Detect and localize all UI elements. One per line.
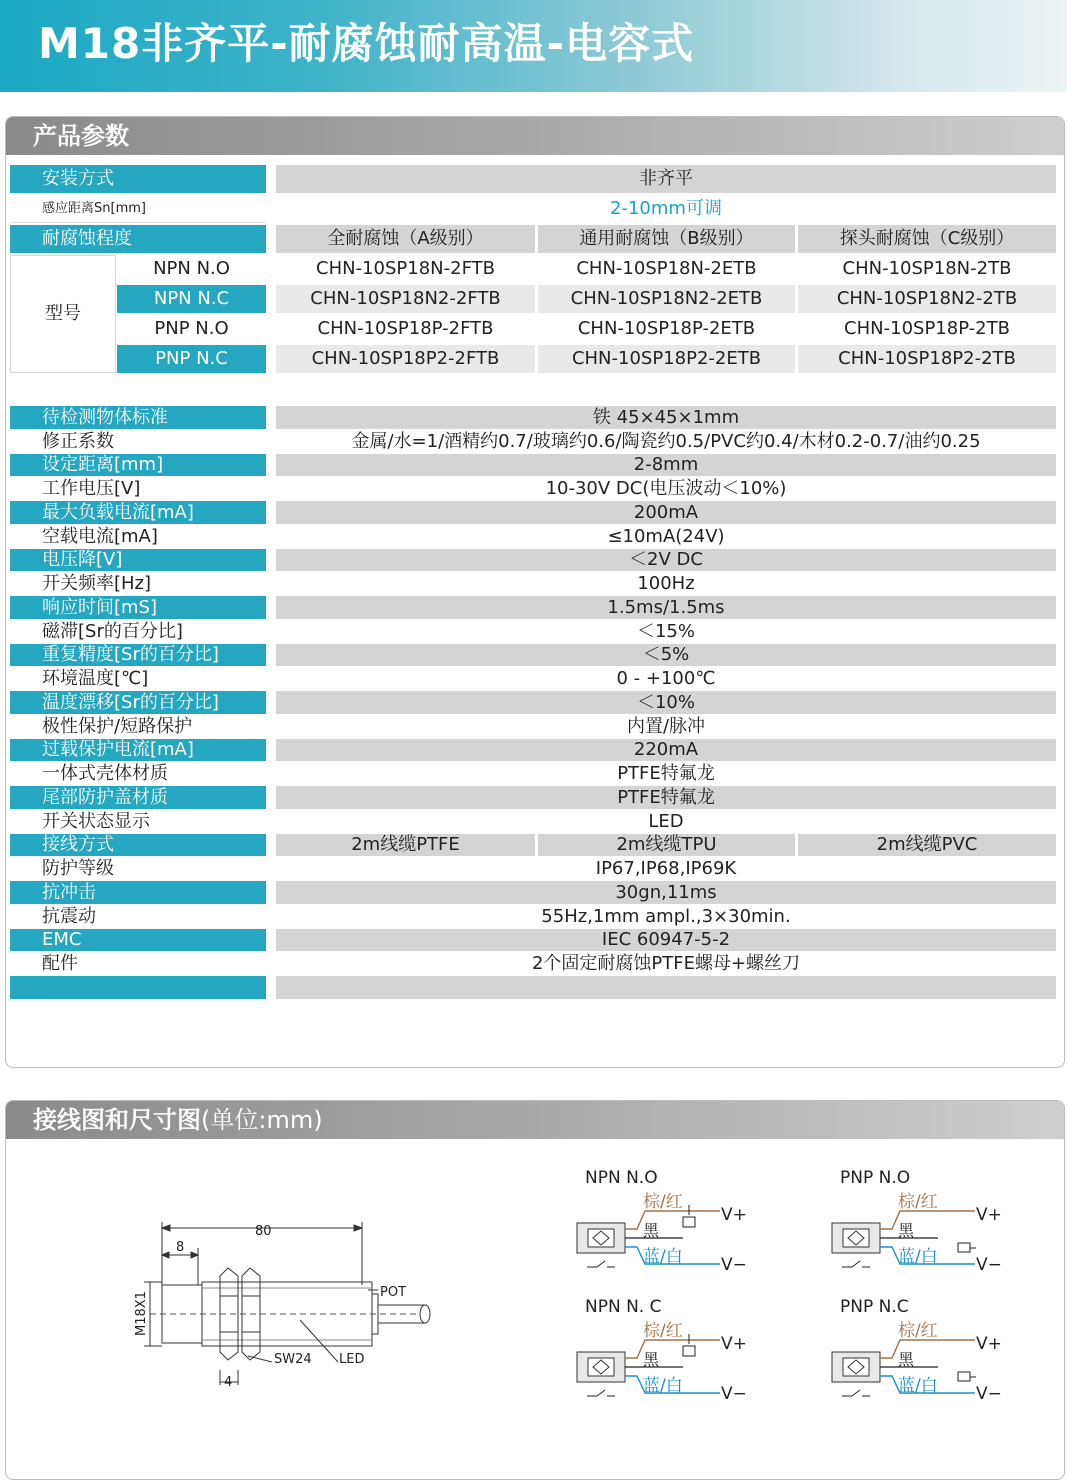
model-c: CHN-10SP18N2-2TB <box>798 285 1056 313</box>
dim-led: LED <box>339 1352 365 1367</box>
header-banner <box>0 0 1067 92</box>
spec-value: 金属/水=1/酒精约0.7/玻璃约0.6/陶瓷约0.5/PVC约0.4/木材0.2-0.7/油约0.25 <box>276 430 1056 453</box>
spec-label: 抗冲击 <box>10 881 266 904</box>
wiring-diagram <box>830 1292 1040 1407</box>
spec-value: 2-8mm <box>276 454 1056 476</box>
spec-value: 30gn,11ms <box>276 881 1056 904</box>
spec-label: 待检测物体标准 <box>10 406 266 429</box>
wiring-title: NPN N.O <box>585 1168 658 1188</box>
spec-value: PTFE特氟龙 <box>276 762 1056 785</box>
model-c: CHN-10SP18N-2TB <box>798 255 1056 283</box>
wire-brown-label: 棕/红 <box>898 1321 938 1341</box>
dim-nut-thickness: 4 <box>224 1375 233 1390</box>
spec-value: 220mA <box>276 739 1056 761</box>
vplus-label: V+ <box>721 1205 747 1225</box>
spec-value: 2个固定耐腐蚀PTFE螺母+螺丝刀 <box>276 952 1056 975</box>
corrosion-level-a: 全耐腐蚀（A级别） <box>276 225 535 253</box>
dim-nut: SW24 <box>274 1352 312 1367</box>
model-a: CHN-10SP18P-2FTB <box>276 315 535 343</box>
corrosion-label: 耐腐蚀程度 <box>10 225 266 253</box>
model-b: CHN-10SP18N-2ETB <box>538 255 795 283</box>
model-b: CHN-10SP18P2-2ETB <box>538 345 795 373</box>
wiring-diagram <box>830 1163 1040 1278</box>
model-type-pnp-nc: PNP N.C <box>117 345 266 373</box>
wiring-title: 接线图和尺寸图(单位:mm) <box>33 1106 323 1134</box>
wire-black-label: 黑 <box>643 1350 660 1369</box>
range-label: 感应距离Sn[mm] <box>10 195 266 223</box>
spec-label: 一体式壳体材质 <box>10 762 266 785</box>
spec-label: 过载保护电流[mA] <box>10 739 266 761</box>
spec-label <box>10 976 266 999</box>
vplus-label: V+ <box>976 1334 1002 1354</box>
model-c: CHN-10SP18P-2TB <box>798 315 1056 343</box>
wire-black-label: 黑 <box>898 1350 915 1369</box>
corrosion-level-b: 通用耐腐蚀（B级别） <box>538 225 795 253</box>
wiring-unit: (单位:mm) <box>201 1106 323 1134</box>
wiring-title: PNP N.C <box>840 1297 909 1317</box>
arrow-icon <box>162 1225 170 1231</box>
product-params-title: 产品参数 <box>33 122 129 150</box>
spec-label: 接线方式 <box>10 834 266 856</box>
spec-value <box>276 976 1056 999</box>
wiring-title: NPN N. C <box>585 1297 662 1317</box>
dim-pot: POT <box>380 1285 407 1300</box>
model-a: CHN-10SP18P2-2FTB <box>276 345 535 373</box>
product-params-header <box>6 117 1064 155</box>
mount-label: 安装方式 <box>10 165 266 193</box>
spec-label: 空载电流[mA] <box>10 525 266 548</box>
spec-label: 最大负载电流[mA] <box>10 501 266 524</box>
spec-value: 55Hz,1mm ampl.,3×30min. <box>276 905 1056 928</box>
wiring-title: PNP N.O <box>840 1168 911 1188</box>
model-type-pnp-no: PNP N.O <box>117 315 266 343</box>
spec-value: 铁 45×45×1mm <box>276 406 1056 429</box>
wire-brown-label: 棕/红 <box>643 1192 683 1212</box>
wiring-header <box>6 1101 1064 1139</box>
wire-blue-label: 蓝/白 <box>643 1247 683 1267</box>
range-value: 2-10mm可调 <box>276 195 1056 223</box>
spec-label: 重复精度[Sr的百分比] <box>10 644 266 666</box>
spec-label: 开关频率[Hz] <box>10 572 266 595</box>
dim-length: 80 <box>255 1224 272 1239</box>
wire-blue-label: 蓝/白 <box>643 1376 683 1396</box>
spec-label: 修正系数 <box>10 430 266 453</box>
vplus-label: V+ <box>721 1334 747 1354</box>
spec-value: ＜5% <box>276 644 1056 666</box>
spec-value: 2m线缆TPU <box>538 834 795 856</box>
spec-value: 200mA <box>276 501 1056 524</box>
spec-label: 配件 <box>10 952 266 975</box>
dimension-drawing <box>120 1210 450 1400</box>
spec-value: IEC 60947-5-2 <box>276 929 1056 951</box>
wire-brown-label: 棕/红 <box>898 1192 938 1212</box>
spec-value: 10-30V DC(电压波动＜10%) <box>276 477 1056 500</box>
model-b: CHN-10SP18P-2ETB <box>538 315 795 343</box>
model-type-npn-nc: NPN N.C <box>117 285 266 313</box>
spec-label: 尾部防护盖材质 <box>10 786 266 809</box>
spec-value: 0 - +100℃ <box>276 667 1056 690</box>
spec-value: 100Hz <box>276 572 1056 595</box>
vminus-label: V− <box>721 1255 747 1275</box>
wire-brown-label: 棕/红 <box>643 1321 683 1341</box>
spec-value: 内置/脉冲 <box>276 715 1056 738</box>
spec-label: 环境温度[℃] <box>10 667 266 690</box>
spec-label: 防护等级 <box>10 857 266 880</box>
wire-black-label: 黑 <box>898 1221 915 1240</box>
spec-label: 电压降[V] <box>10 549 266 571</box>
spec-label: 温度漂移[Sr的百分比] <box>10 691 266 714</box>
wire-black-label: 黑 <box>643 1221 660 1240</box>
spec-label: 设定距离[mm] <box>10 454 266 476</box>
model-a: CHN-10SP18N2-2FTB <box>276 285 535 313</box>
model-b: CHN-10SP18N2-2ETB <box>538 285 795 313</box>
spec-value: 1.5ms/1.5ms <box>276 596 1056 619</box>
spec-label: 工作电压[V] <box>10 477 266 500</box>
vminus-label: V− <box>976 1255 1002 1275</box>
spec-label: EMC <box>10 929 266 951</box>
model-c: CHN-10SP18P2-2TB <box>798 345 1056 373</box>
spec-value: ≤10mA(24V) <box>276 525 1056 548</box>
wire-blue-label: 蓝/白 <box>898 1376 938 1396</box>
spec-label: 磁滞[Sr的百分比] <box>10 620 266 643</box>
vminus-label: V− <box>976 1384 1002 1404</box>
spec-value: PTFE特氟龙 <box>276 786 1056 809</box>
spec-label: 抗震动 <box>10 905 266 928</box>
vplus-label: V+ <box>976 1205 1002 1225</box>
spec-label: 响应时间[mS] <box>10 596 266 619</box>
mount-value: 非齐平 <box>276 165 1056 193</box>
spec-value: 2m线缆PTFE <box>276 834 535 856</box>
model-label: 型号 <box>10 255 116 373</box>
wiring-diagram <box>575 1163 785 1278</box>
model-a: CHN-10SP18N-2FTB <box>276 255 535 283</box>
spec-value: LED <box>276 810 1056 833</box>
dim-thread: M18X1 <box>134 1291 149 1336</box>
spec-label: 极性保护/短路保护 <box>10 715 266 738</box>
wiring-diagram <box>575 1292 785 1407</box>
spec-value: 2m线缆PVC <box>798 834 1056 856</box>
spec-value: IP67,IP68,IP69K <box>276 857 1056 880</box>
spec-value: ＜2V DC <box>276 549 1056 571</box>
spec-label: 开关状态显示 <box>10 810 266 833</box>
dim-offset: 8 <box>176 1240 185 1255</box>
corrosion-level-c: 探头耐腐蚀（C级别） <box>798 225 1056 253</box>
vminus-label: V− <box>721 1384 747 1404</box>
model-type-npn-no: NPN N.O <box>117 255 266 283</box>
wire-blue-label: 蓝/白 <box>898 1247 938 1267</box>
spec-value: ＜10% <box>276 691 1056 714</box>
page-title: M18非齐平-耐腐蚀耐高温-电容式 <box>38 19 695 68</box>
spec-value: ＜15% <box>276 620 1056 643</box>
